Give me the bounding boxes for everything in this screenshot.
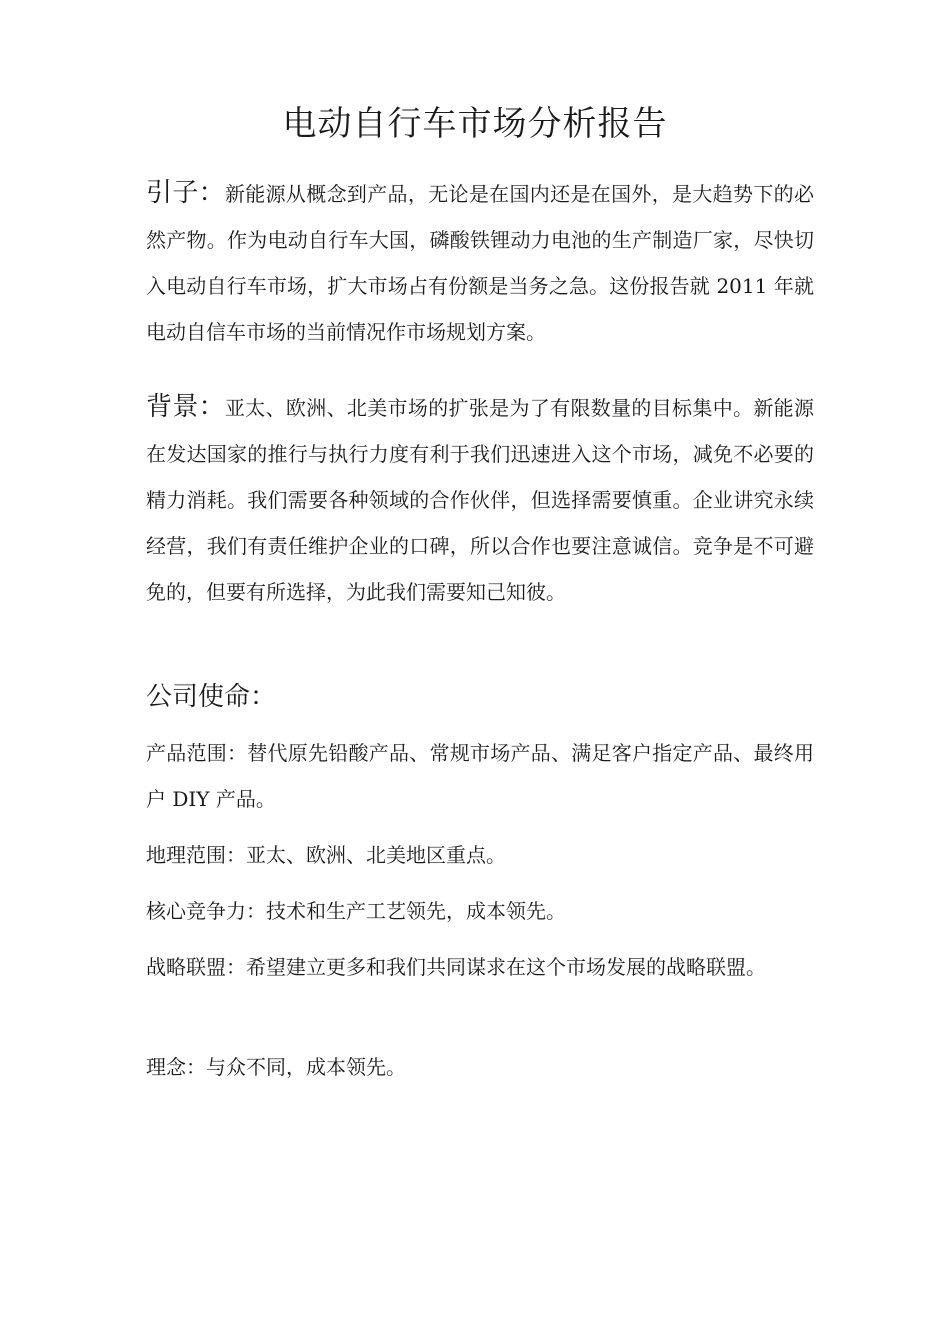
- document-title: 电动自行车市场分析报告: [282, 104, 668, 144]
- background-text: 亚太、欧洲、北美市场的扩张是为了有限数量的目标集中。新能源在发达国家的推行与执行力度有利于我们迅速进入这个市场，减免不必要的精力消耗。我们需要各种领域的合作伙伴，但选择需要慎重。企业讲究永续经营，我们有责任维护企业的口碑，所以合作也要注意诚信。竞争是不可避免的，但要有所选择，为此我们需要知己知彼。: [146, 396, 814, 604]
- mission-item-strategic-alliance: 战略联盟：希望建立更多和我们共同谋求在这个市场发展的战略联盟。: [146, 955, 766, 979]
- intro-paragraph: [146, 170, 814, 355]
- mission-heading: 公司使命：: [146, 682, 277, 712]
- mission-item-geographic-scope: 地理范围：亚太、欧洲、北美地区重点。: [146, 843, 506, 867]
- intro-text: 新能源从概念到产品，无论是在国内还是在国外，是大趋势下的必然产物。作为电动自行车大国，磷酸铁锂动力电池的生产制造厂家，尽快切入电动自行车市场，扩大市场占有份额是当务之急。这份报告就 2011 年就电动自信车市场的当前情况作市场规划方案。: [146, 182, 814, 344]
- mission-item-philosophy: 理念：与众不同，成本领先。: [146, 1055, 406, 1079]
- mission-item-core-competence: 核心竞争力：技术和生产工艺领先，成本领先。: [146, 899, 566, 923]
- intro-heading: 引子：: [146, 178, 225, 208]
- background-paragraph: [146, 384, 814, 615]
- background-heading: 背景：: [146, 392, 225, 422]
- mission-item-product-scope: 产品范围：替代原先铅酸产品、常规市场产品、满足客户指定产品、最终用户 DIY 产品。: [146, 741, 814, 811]
